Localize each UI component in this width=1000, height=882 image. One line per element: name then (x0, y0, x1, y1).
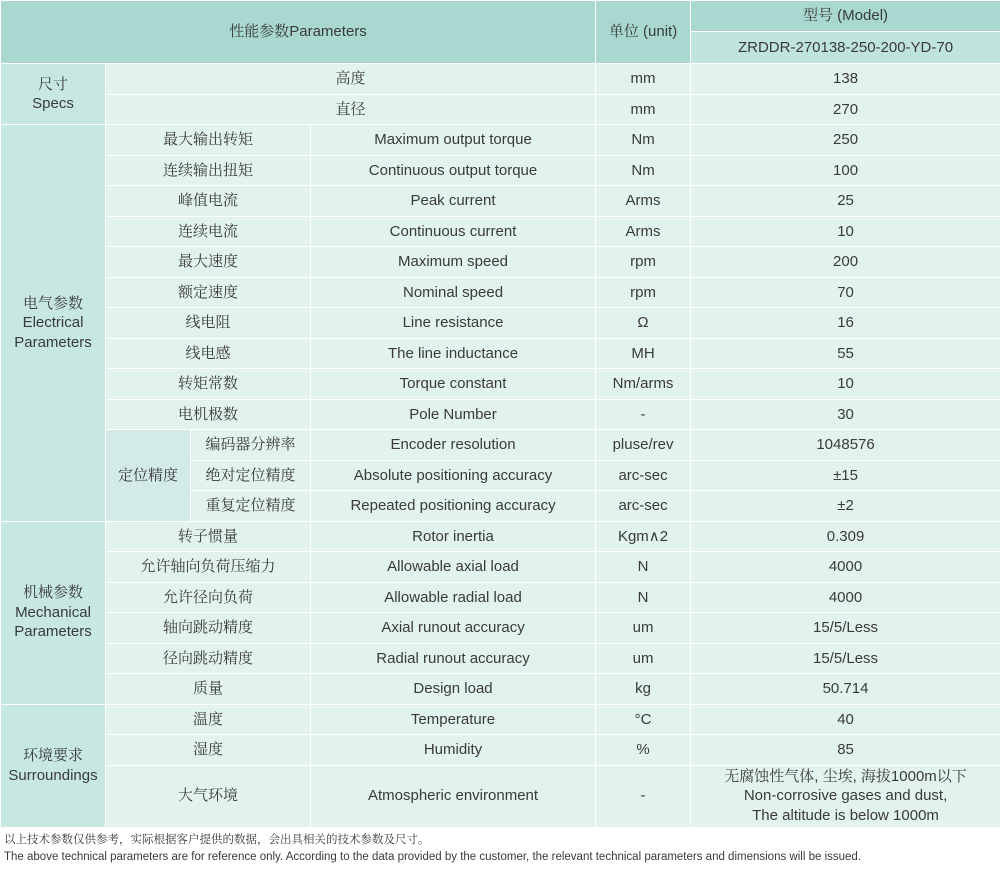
row-unit: um (596, 613, 691, 644)
row-label-cn: 连续输出扭矩 (106, 155, 311, 186)
row-label-cn: 高度 (106, 64, 596, 95)
row-value: 0.309 (691, 521, 1000, 552)
row-value: 100 (691, 155, 1000, 186)
table-row (1, 369, 1000, 400)
row-label-cn: 线电阻 (106, 308, 311, 339)
row-unit: Nm (596, 155, 691, 186)
row-label-en: Maximum output torque (311, 125, 596, 156)
row-value: 30 (691, 399, 1000, 430)
row-label-cn: 最大输出转矩 (106, 125, 311, 156)
row-label-cn: 连续电流 (106, 216, 311, 247)
row-label-en: Repeated positioning accuracy (311, 491, 596, 522)
row-label-en: Pole Number (311, 399, 596, 430)
row-value: 15/5/Less (691, 643, 1000, 674)
row-value: 16 (691, 308, 1000, 339)
row-label-en: Radial runout accuracy (311, 643, 596, 674)
table-row (1, 674, 1000, 705)
row-label-cn: 径向跳动精度 (106, 643, 311, 674)
table-row (1, 155, 1000, 186)
row-label-cn: 编码器分辨率 (191, 430, 311, 461)
group-label-surroundings-en: Surroundings (8, 766, 98, 784)
header-unit: 单位 (unit) (596, 1, 691, 64)
row-label-en: Encoder resolution (311, 430, 596, 461)
group-label-mechanical-en: Mechanical Parameters (14, 603, 92, 641)
row-label-en: Allowable axial load (311, 552, 596, 583)
row-label-en: Continuous current (311, 216, 596, 247)
row-unit: N (596, 552, 691, 583)
table-row (1, 552, 1000, 583)
row-label-en: Rotor inertia (311, 521, 596, 552)
subgroup-label-positioning-accuracy: 定位精度 (106, 430, 191, 522)
table-row (1, 94, 1000, 125)
row-label-en: Peak current (311, 186, 596, 217)
row-label-en: Line resistance (311, 308, 596, 339)
table-row (1, 277, 1000, 308)
row-value: 25 (691, 186, 1000, 217)
row-unit: - (596, 399, 691, 430)
row-label-cn: 轴向跳动精度 (106, 613, 311, 644)
group-label-surroundings-cn: 环境要求 (22, 747, 83, 764)
group-label-electrical-cn: 电气参数 (22, 294, 83, 312)
row-unit: MH (596, 338, 691, 369)
row-unit: Kgm∧2 (596, 521, 691, 552)
row-label-cn: 大气环境 (106, 765, 311, 827)
row-label-cn: 电机极数 (106, 399, 311, 430)
footnote-cn: 以上技术参数仅供参考，实际根据客户提供的数据，会出具相关的技术参数及尺寸。 (4, 833, 430, 846)
header-model-value: ZRDDR-270138-250-200-YD-70 (691, 32, 1000, 64)
row-unit: Arms (596, 216, 691, 247)
table-row (1, 765, 1000, 827)
footnote-en: The above technical parameters are for reference only. According to the data provided by the customer, the relevant technical parameters and dimensions will be issued. (4, 850, 862, 863)
row-label-en: Axial runout accuracy (311, 613, 596, 644)
row-value: 1048576 (691, 430, 1000, 461)
row-label-cn: 额定速度 (106, 277, 311, 308)
row-unit: rpm (596, 247, 691, 278)
group-label-surroundings (1, 704, 106, 827)
row-label-en: The line inductance (311, 338, 596, 369)
table-row (1, 643, 1000, 674)
table-row (1, 338, 1000, 369)
row-value: 15/5/Less (691, 613, 1000, 644)
row-unit: - (596, 765, 691, 827)
row-unit: °C (596, 704, 691, 735)
row-value: 4000 (691, 582, 1000, 613)
row-unit: um (596, 643, 691, 674)
row-unit: arc-sec (596, 491, 691, 522)
row-label-cn: 直径 (106, 94, 596, 125)
row-label-cn: 允许径向负荷 (106, 582, 311, 613)
group-label-mechanical (1, 521, 106, 704)
row-label-cn: 峰值电流 (106, 186, 311, 217)
row-label-en: Torque constant (311, 369, 596, 400)
row-unit: mm (596, 94, 691, 125)
row-value: 138 (691, 64, 1000, 95)
row-label-en: Design load (311, 674, 596, 705)
row-unit: Ω (596, 308, 691, 339)
header-parameters: 性能参数Parameters (1, 1, 596, 64)
row-unit: mm (596, 64, 691, 95)
row-unit: Nm/arms (596, 369, 691, 400)
table-row (1, 64, 1000, 95)
table-row (1, 521, 1000, 552)
group-label-electrical-en: Electrical Parameters (14, 314, 92, 351)
row-label-en: Absolute positioning accuracy (311, 460, 596, 491)
group-label-specs (1, 64, 106, 125)
row-label-cn: 温度 (106, 704, 311, 735)
table-row (1, 216, 1000, 247)
row-value: ±15 (691, 460, 1000, 491)
row-value: 10 (691, 369, 1000, 400)
row-label-cn: 湿度 (106, 735, 311, 766)
footnotes (0, 828, 1000, 867)
row-unit: % (596, 735, 691, 766)
row-label-en: Continuous output torque (311, 155, 596, 186)
row-unit: arc-sec (596, 460, 691, 491)
group-label-mechanical-cn: 机械参数 (22, 584, 83, 602)
row-value: 无腐蚀性气体, 尘埃, 海拔1000m以下 Non-corrosive gases and dust, The altitude is below 1000m (691, 765, 1000, 827)
table-row (1, 704, 1000, 735)
table-row (1, 399, 1000, 430)
row-label-cn: 线电感 (106, 338, 311, 369)
row-value: 250 (691, 125, 1000, 156)
row-label-cn: 最大速度 (106, 247, 311, 278)
row-unit: N (596, 582, 691, 613)
row-label-en: Atmospheric environment (311, 765, 596, 827)
row-label-cn: 转矩常数 (106, 369, 311, 400)
table-header-row (1, 1, 1000, 32)
row-value: 270 (691, 94, 1000, 125)
table-row (1, 125, 1000, 156)
row-label-en: Temperature (311, 704, 596, 735)
table-row (1, 430, 1000, 461)
row-label-cn: 重复定位精度 (191, 491, 311, 522)
row-label-en: Nominal speed (311, 277, 596, 308)
row-label-en: Maximum speed (311, 247, 596, 278)
row-value: 40 (691, 704, 1000, 735)
row-unit: rpm (596, 277, 691, 308)
table-row (1, 247, 1000, 278)
row-unit: pluse/rev (596, 430, 691, 461)
row-value: ±2 (691, 491, 1000, 522)
row-value: 70 (691, 277, 1000, 308)
row-label-en: Allowable radial load (311, 582, 596, 613)
group-label-electrical (1, 125, 106, 522)
row-unit: Arms (596, 186, 691, 217)
row-unit: Nm (596, 125, 691, 156)
row-label-cn: 质量 (106, 674, 311, 705)
row-label-cn: 绝对定位精度 (191, 460, 311, 491)
row-value: 55 (691, 338, 1000, 369)
group-label-specs-cn: 尺寸 (37, 75, 68, 93)
table-row (1, 582, 1000, 613)
table-row (1, 613, 1000, 644)
row-label-cn: 允许轴向负荷压缩力 (106, 552, 311, 583)
table-row (1, 186, 1000, 217)
table-row (1, 308, 1000, 339)
header-model-label: 型号 (Model) (691, 1, 1000, 32)
row-value: 200 (691, 247, 1000, 278)
row-value: 10 (691, 216, 1000, 247)
row-unit: kg (596, 674, 691, 705)
row-label-cn: 转子惯量 (106, 521, 311, 552)
group-label-specs-en: Specs (32, 95, 74, 112)
row-value: 85 (691, 735, 1000, 766)
row-value: 50.714 (691, 674, 1000, 705)
row-value: 4000 (691, 552, 1000, 583)
row-label-en: Humidity (311, 735, 596, 766)
table-row (1, 735, 1000, 766)
